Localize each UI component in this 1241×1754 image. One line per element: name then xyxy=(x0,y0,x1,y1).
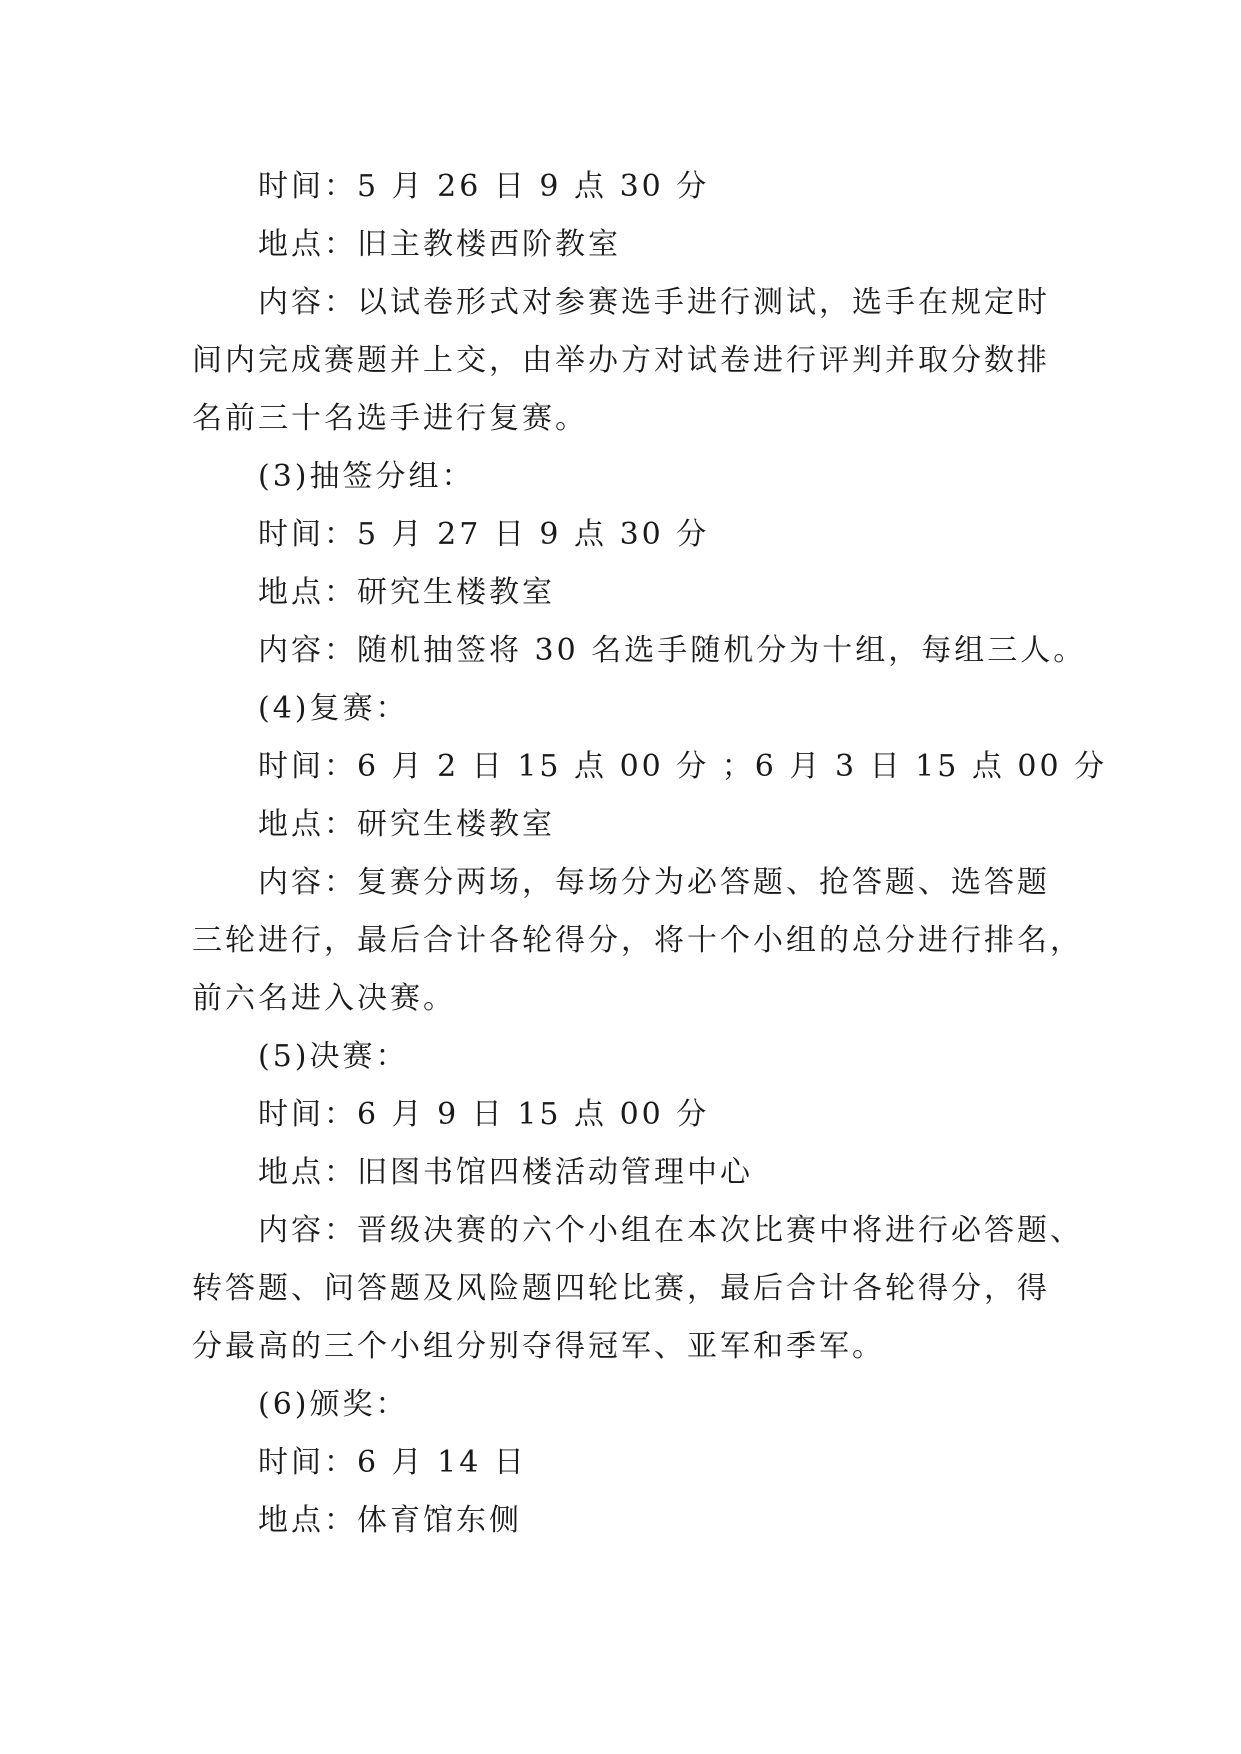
paragraph-line: 时间：5 月 27 日 9 点 30 分 xyxy=(258,517,710,552)
paragraph-line: 地点：研究生楼教室 xyxy=(258,807,555,842)
paragraph-line: 地点：研究生楼教室 xyxy=(258,575,555,610)
paragraph-line: 内容：复赛分两场，每场分为必答题、抢答题、选答题 xyxy=(258,865,1050,900)
section-heading: (5)决赛： xyxy=(258,1039,409,1074)
section-heading: (3)抽签分组： xyxy=(258,459,475,494)
document-body xyxy=(192,158,1108,1550)
paragraph-line: 分最高的三个小组分别夺得冠军、亚军和季军。 xyxy=(192,1329,885,1364)
paragraph-line: 时间：6 月 9 日 15 点 00 分 xyxy=(258,1097,710,1132)
paragraph-line: 前六名进入决赛。 xyxy=(192,981,456,1016)
paragraph-line: 转答题、问答题及风险题四轮比赛，最后合计各轮得分，得 xyxy=(192,1271,1050,1306)
paragraph-line: 时间：6 月 14 日 xyxy=(258,1445,527,1480)
paragraph-line: 时间：5 月 26 日 9 点 30 分 xyxy=(258,169,710,204)
section-heading: (6)颁奖： xyxy=(258,1387,409,1422)
paragraph-line: 内容：晋级决赛的六个小组在本次比赛中将进行必答题、 xyxy=(258,1213,1083,1248)
paragraph-line: 三轮进行，最后合计各轮得分，将十个小组的总分进行排名， xyxy=(192,923,1083,958)
paragraph-line: 地点：体育馆东侧 xyxy=(258,1503,522,1538)
paragraph-line: 地点：旧图书馆四楼活动管理中心 xyxy=(258,1155,753,1190)
paragraph-line: 时间：6 月 2 日 15 点 00 分 ；6 月 3 日 15 点 00 分 xyxy=(258,749,1108,784)
paragraph-line: 间内完成赛题并上交，由举办方对试卷进行评判并取分数排 xyxy=(192,343,1050,378)
paragraph-line: 地点：旧主教楼西阶教室 xyxy=(258,227,621,262)
paragraph-line: 内容：以试卷形式对参赛选手进行测试，选手在规定时 xyxy=(258,285,1050,320)
paragraph-line: 内容：随机抽签将 30 名选手随机分为十组，每组三人。 xyxy=(258,633,1087,668)
section-heading: (4)复赛： xyxy=(258,691,409,726)
paragraph-line: 名前三十名选手进行复赛。 xyxy=(192,401,588,436)
